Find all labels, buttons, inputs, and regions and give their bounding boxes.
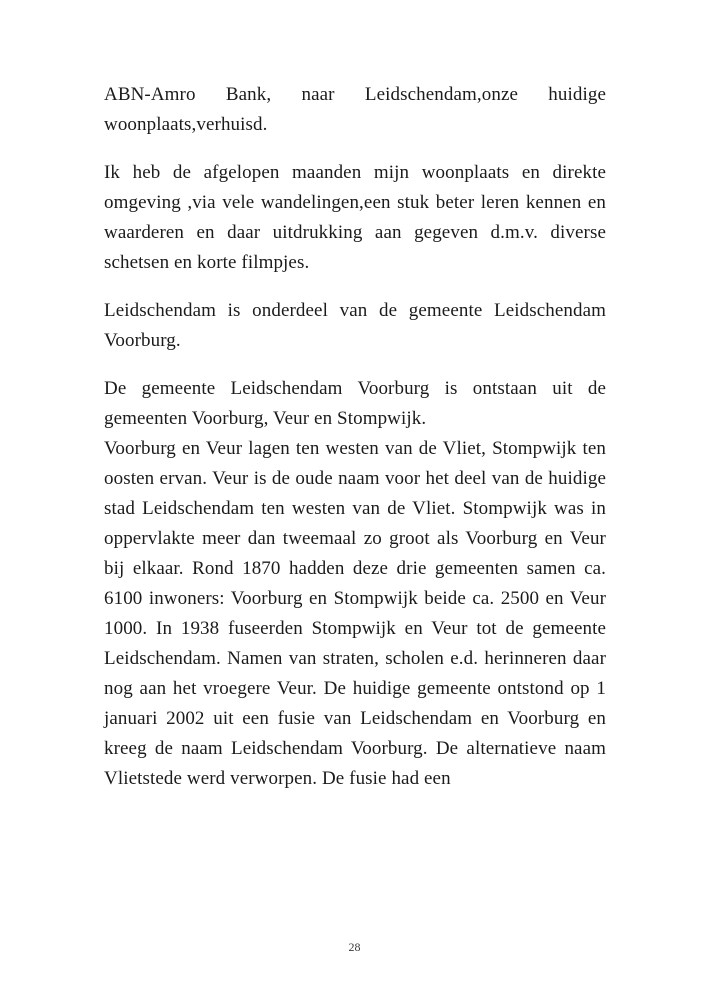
paragraph-walks: Ik heb de afgelopen maanden mijn woonplaats en direkte omgeving ,via vele wandelingen,een stuk beter leren kennen en waarderen en daar uitdrukking aan gegeven d.m.v. diverse schetsen en korte filmpjes. [104, 162, 606, 273]
text-block [104, 80, 606, 794]
paragraph-gemeente: Leidschendam is onderdeel van de gemeente Leidschendam Voorburg. [104, 300, 606, 351]
paragraph-intro: ABN-Amro Bank, naar Leidschendam,onze huidige woonplaats,verhuisd. [104, 84, 606, 135]
page-number: 28 [348, 940, 361, 954]
paragraph-ontstaan: De gemeente Leidschendam Voorburg is ontstaan uit de gemeenten Voorburg, Veur en Stompwijk. [104, 378, 606, 429]
paragraph-history: Voorburg en Veur lagen ten westen van de Vliet, Stompwijk ten oosten ervan. Veur is de oude naam voor het deel van de huidige stad Leidschendam ten westen van de Vliet. Stompwijk was in oppervlakte meer dan tweemaal zo groot als Voorburg en Veur bij elkaar. Rond 1870 hadden deze drie gemeenten samen ca. 6100 inwoners: Voorburg en Stompwijk beide ca. 2500 en Veur 1000. In 1938 fuseerden Stompwijk en Veur tot de gemeente Leidschendam. Namen van straten, scholen e.d. herinneren daar nog aan het vroegere Veur. De huidige gemeente ontstond op 1 januari 2002 uit een fusie van Leidschendam en Voorburg en kreeg de naam Leidschendam Voorburg. De alternatieve naam Vlietstede werd verworpen. De fusie had een [104, 438, 606, 789]
